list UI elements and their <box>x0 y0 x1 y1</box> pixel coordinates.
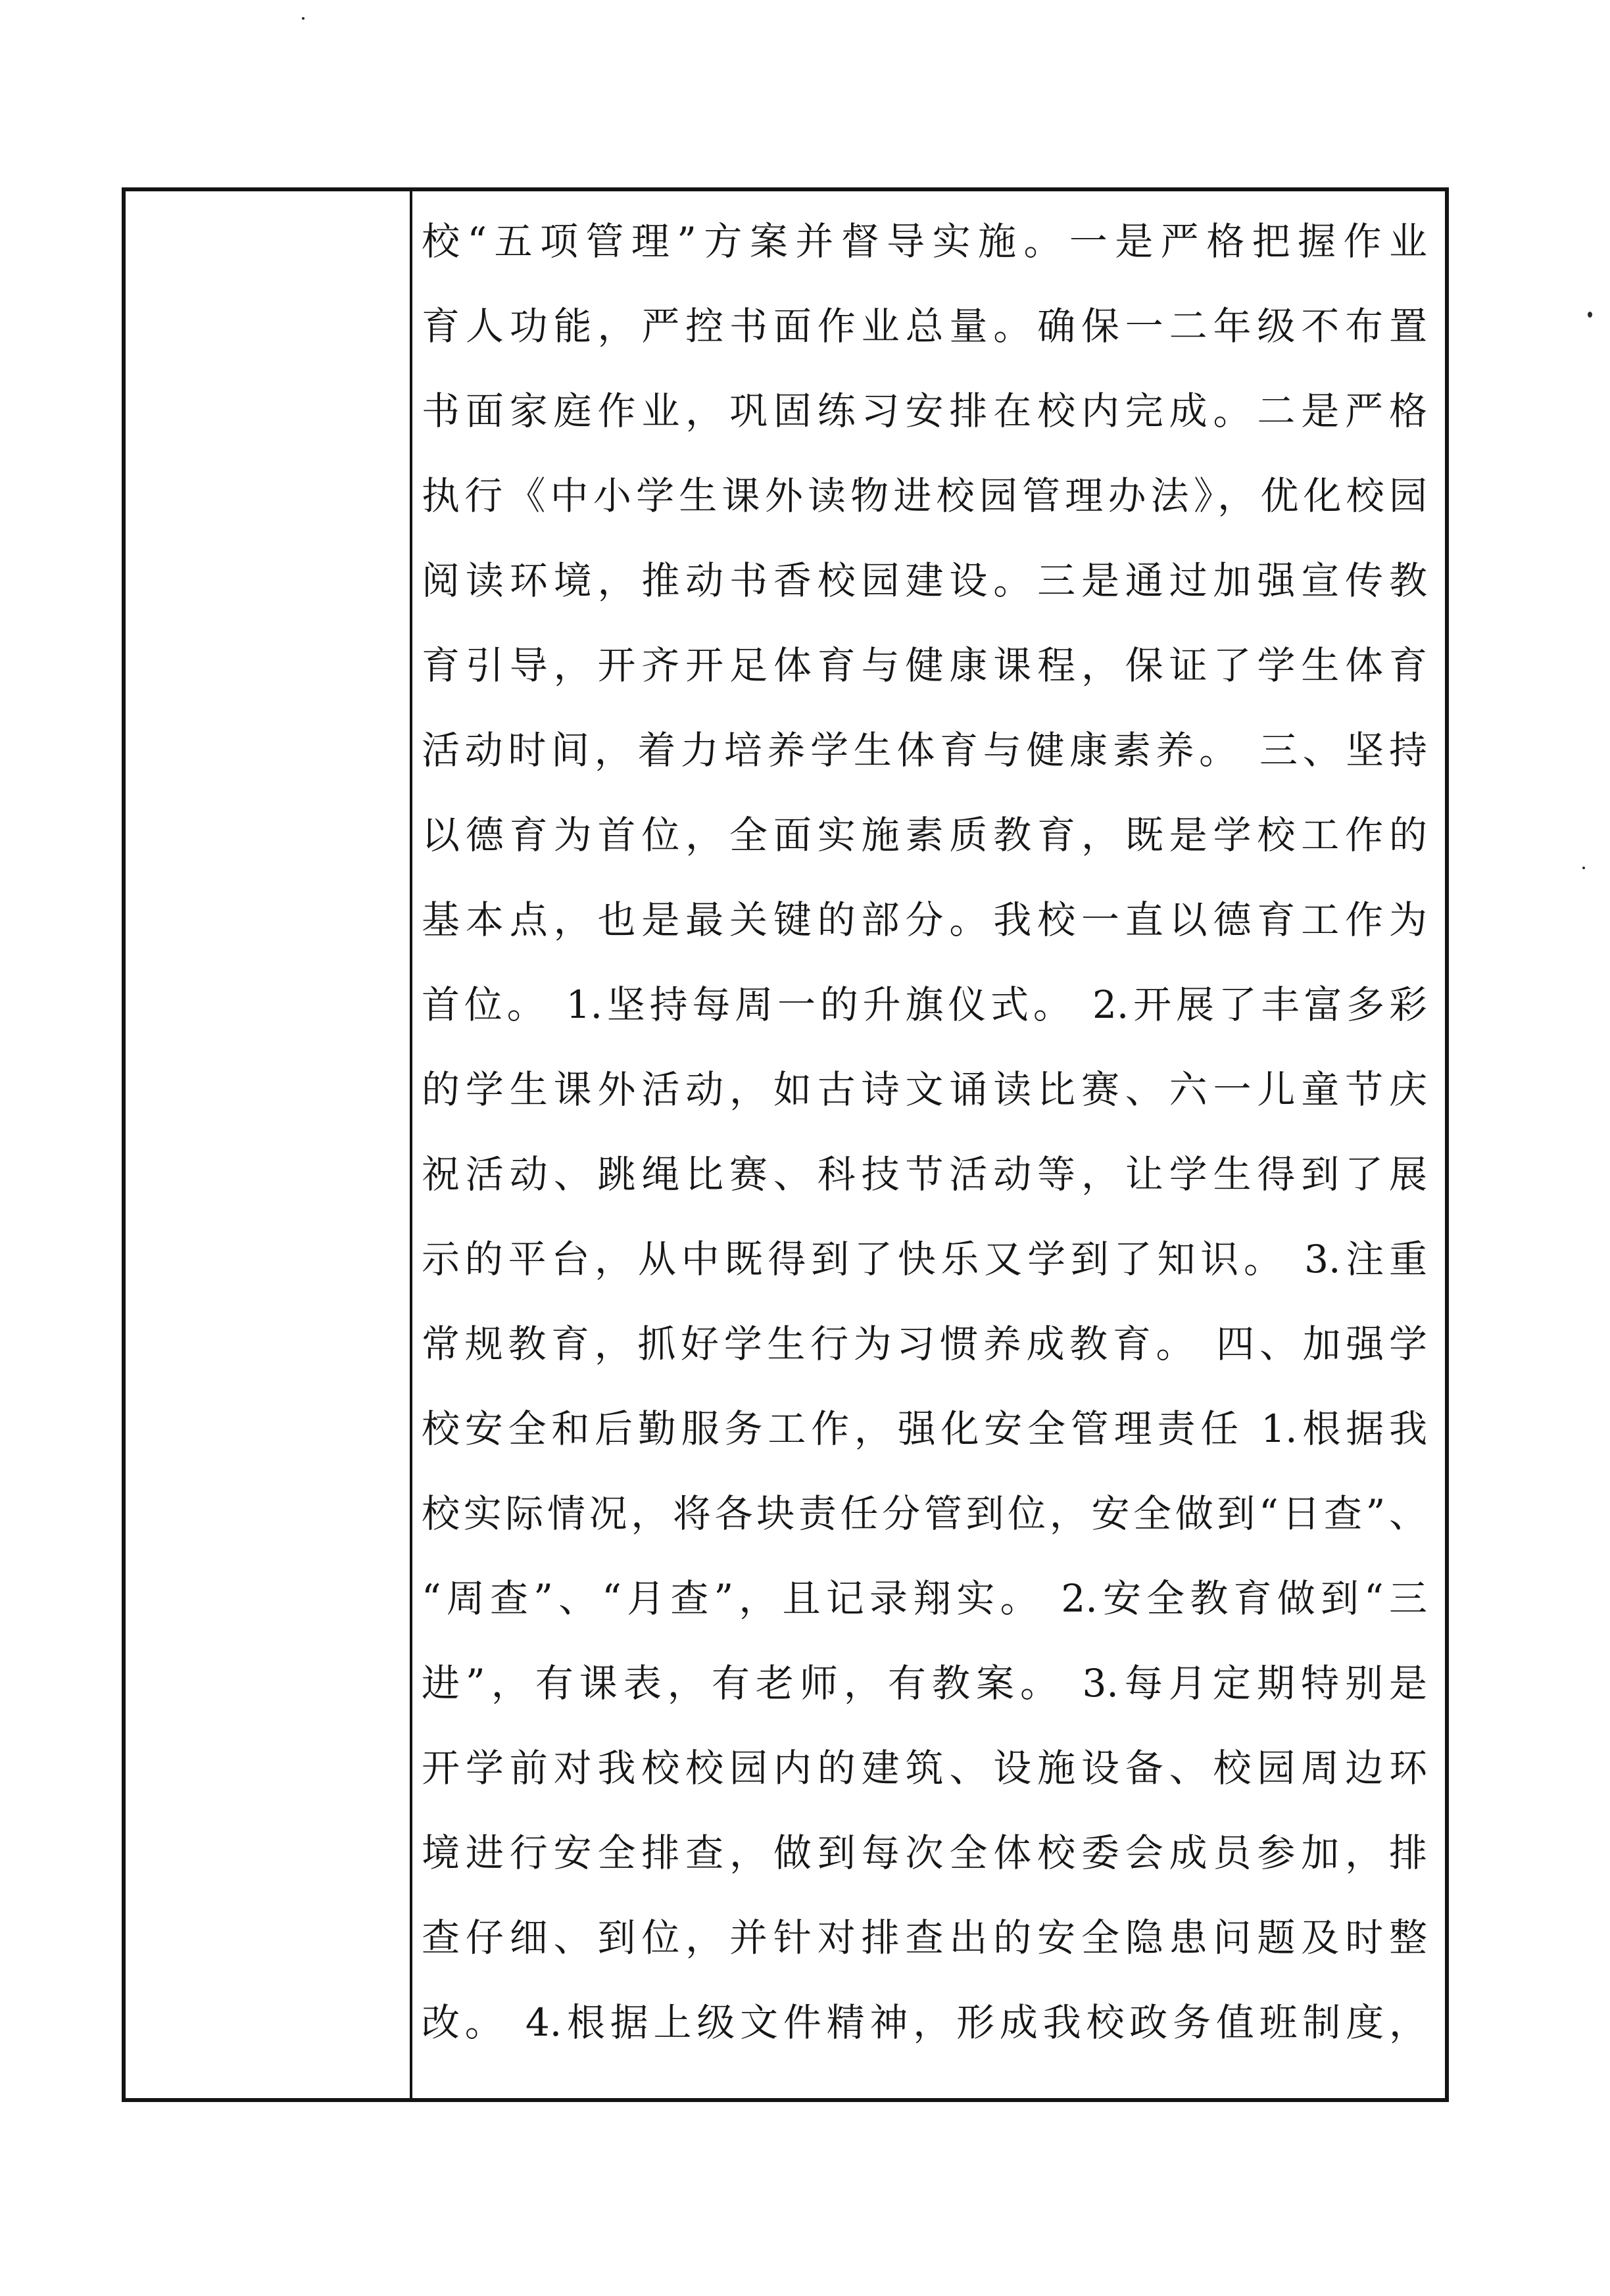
text-line: “周查”、“月查”，且记录翔实。 2.安全教育做到“三 <box>422 1576 1427 1621</box>
text-line: 以德育为首位，全面实施素质教育，既是学校工作的 <box>422 813 1427 857</box>
text-line: 活动时间，着力培养学生体育与健康素养。 三、坚持 <box>422 728 1427 773</box>
text-line: 示的平台，从中既得到了快乐又学到了知识。 3.注重 <box>422 1237 1427 1281</box>
text-line: 的学生课外活动，如古诗文诵读比赛、六一儿童节庆 <box>422 1067 1427 1112</box>
scan-speck <box>1588 312 1592 318</box>
text-line: 校安全和后勤服务工作，强化安全管理责任 1.根据我 <box>422 1406 1427 1451</box>
text-line: 阅读环境，推动书香校园建设。三是通过加强宣传教 <box>422 558 1427 603</box>
text-line: 常规教育，抓好学生行为习惯养成教育。 四、加强学 <box>422 1322 1427 1366</box>
text-line: 育人功能，严控书面作业总量。确保一二年级不布置 <box>422 304 1427 348</box>
text-line: 查仔细、到位，并针对排查出的安全隐患问题及时整 <box>422 1915 1427 1960</box>
text-line: 校“五项管理”方案并督导实施。一是严格把握作业 <box>422 219 1427 264</box>
text-line: 境进行安全排查，做到每次全体校委会成员参加，排 <box>422 1830 1427 1875</box>
text-line: 基本点，也是最关键的部分。我校一直以德育工作为 <box>422 897 1427 942</box>
left-column-cell <box>126 191 412 2098</box>
document-table <box>122 187 1449 2102</box>
text-line: 育引导，开齐开足体育与健康课程，保证了学生体育 <box>422 643 1427 688</box>
text-line: 祝活动、跳绳比赛、科技节活动等，让学生得到了展 <box>422 1152 1427 1197</box>
text-line: 校实际情况，将各块责任分管到位，安全做到“日查”、 <box>422 1491 1427 1536</box>
right-column-cell <box>412 191 1445 2098</box>
scan-speck <box>302 17 305 20</box>
text-line: 改。 4.根据上级文件精神，形成我校政务值班制度， <box>422 2000 1427 2045</box>
scan-speck <box>1582 867 1585 869</box>
text-line: 进”，有课表，有老师，有教案。 3.每月定期特别是 <box>422 1661 1427 1706</box>
text-line: 首位。 1.坚持每周一的升旗仪式。 2.开展了丰富多彩 <box>422 982 1427 1027</box>
text-line: 执行《中小学生课外读物进校园管理办法》，优化校园 <box>422 473 1427 518</box>
text-line: 开学前对我校校园内的建筑、设施设备、校园周边环 <box>422 1746 1427 1790</box>
text-line: 书面家庭作业，巩固练习安排在校内完成。二是严格 <box>422 389 1427 433</box>
